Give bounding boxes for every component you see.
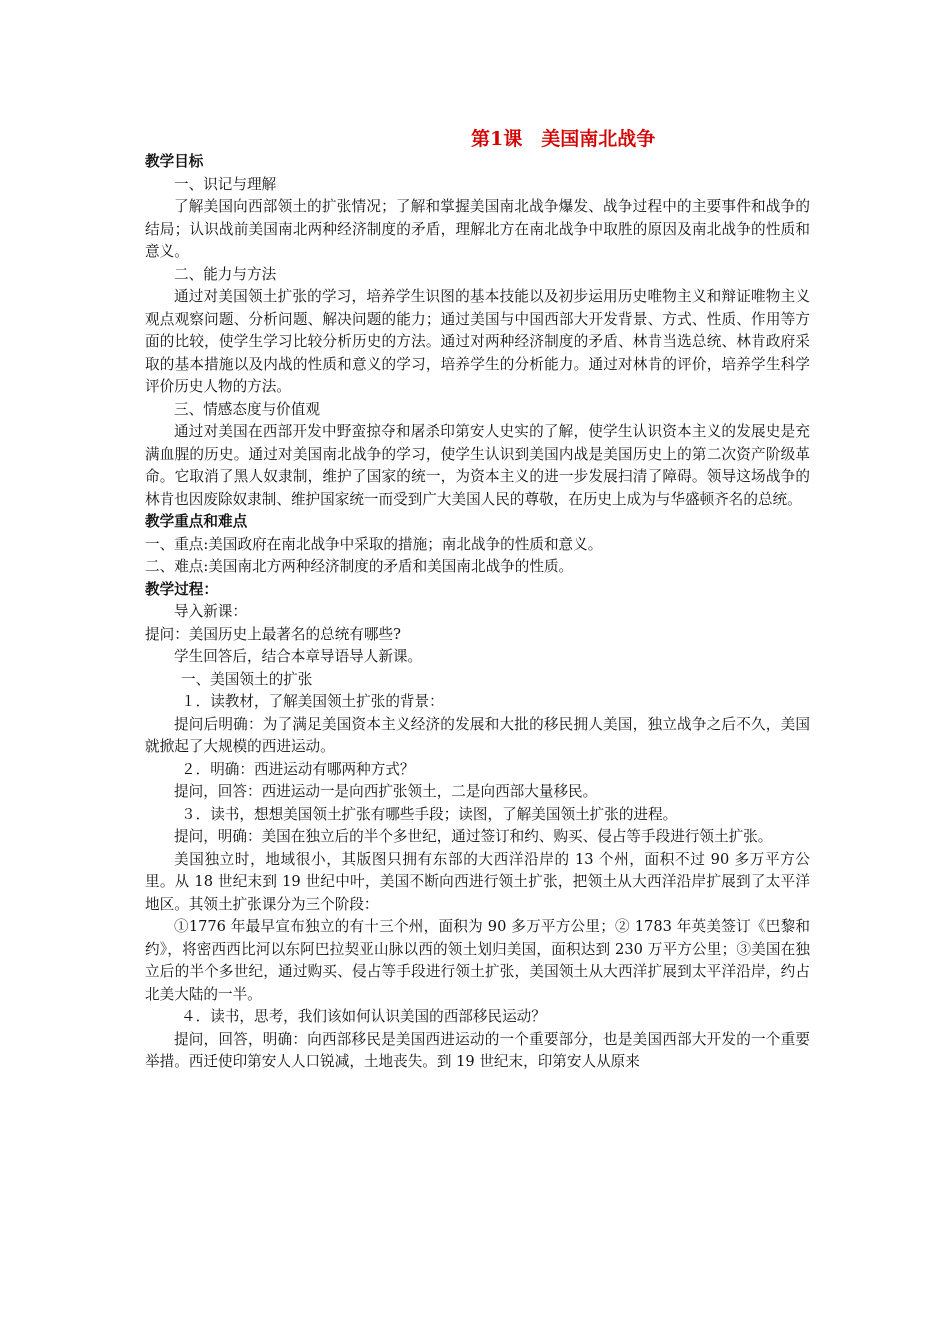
section-heading: 教学过程： [145,580,218,598]
paragraph: 一、重点:美国政府在南北战争中采取的措施；南北战争的性质和意义。 [145,535,603,553]
paragraph: １．读教材，了解美国领土扩张的背景： [181,693,444,710]
paragraph: ３．读书，想想美国领土扩张有哪些手段；读图，了解美国领土扩张的进程。 [181,805,678,823]
paragraph: ４．读书，思考，我们该如何认识美国的西部移民运动？ [181,1008,546,1025]
paragraph: 提问后明确：为了满足美国资本主义经济的发展和大批的移民拥人美国，独立战争之后不久，美国就掀起了大规模的西进运动。 [145,715,810,755]
paragraph: 三、情感态度与价值观 [174,400,320,418]
paragraph: 学生回答后，结合本章导语导人新课。 [174,648,423,665]
paragraph: 通过对美国领土扩张的学习，培养学生识图的基本技能以及初步运用历史唯物主义和辩证唯物主义观点观察问题、分析问题、解决问题的能力；通过美国与中国西部大开发背景、方式、性质、作用等方面的比较，使学生学习比较分析历史的方法。通过对两种经济制度的矛盾、林肯当选总统、林肯政府采取的基本措施以及内战的性质和意义的学习，培养学生的分析能力。通过对林肯的评价，培养学生科学评价历史人物的方法。 [145,288,810,395]
paragraph: ２．明确：西进运动有哪两种方式？ [181,760,415,778]
paragraph: 提问：美国历史上最著名的总统有哪些? [145,625,401,643]
section-heading: 教学目标 [145,153,204,170]
section-heading: 教学重点和难点 [145,513,248,530]
paragraph: ①1776 年最早宣布独立的有十三个州，面积为 90 多万平方公里；② 1783 年英美签订《巴黎和约》，将密西西比河以东阿巴拉契亚山脉以西的领土划归美国，面积达到 230 万平方公里；③美国在独立后的半个多世纪，通过购买、侵占等手段进行领土扩张，美国领土从大西洋扩展到太平洋沿岸，约占北美大陆的一半。 [145,918,810,1003]
paragraph: 美国独立时，地域很小，其版图只拥有东部的大西洋沿岸的 13 个州，面积不过 90 多万平方公里。从 18 世纪末到 19 世纪中叶，美国不断向西进行领土扩张，把领土从大西洋沿岸扩展到了太平洋地区。其领土扩张课分为三个阶段： [145,850,810,913]
paragraph: 一、美国领土的扩张 [181,670,313,688]
paragraph: 通过对美国在西部开发中野蛮掠夺和屠杀印第安人史实的了解，使学生认识资本主义的发展史是充满血腥的历史。通过对美国南北战争的学习，使学生认识到美国内战是美国历史上的第二次资产阶级革命。它取消了黑人奴隶制，维护了国家的统一，为资本主义的进一步发展扫清了障碍。领导这场战争的林肯也因废除奴隶制、维护国家统一而受到广大美国人民的尊敬，在历史上成为与华盛顿齐名的总统。 [145,423,810,508]
paragraph: 提问，回答：西进运动一是向西扩张领土，二是向西部大量移民。 [174,783,598,800]
paragraph: 二、难点:美国南北方两种经济制度的矛盾和美国南北战争的性质。 [145,558,574,575]
paragraph: 导入新课： [174,603,247,620]
paragraph: 提问，明确：美国在独立后的半个多世纪，通过签订和约、购买、侵占等手段进行领土扩张。 [174,828,773,845]
paragraph: 二、能力与方法 [174,265,277,283]
paragraph: 提问，回答，明确：向西部移民是美国西进运动的一个重要部分，也是美国西部大开发的一个重要举措。西迁使印第安人人口锐减，土地丧失。到 19 世纪末，印第安人从原来 [145,1030,810,1070]
paragraph: 了解美国向西部领土的扩张情况；了解和掌握美国南北战争爆发、战争过程中的主要事件和战争的结局；认识战前美国南北两种经济制度的矛盾，理解北方在南北战争中取胜的原因及南北战争的性质和意义。 [145,198,810,260]
document-body [145,151,810,1074]
paragraph: 一、识记与理解 [174,175,277,193]
page-title: 第1课 美国南北战争 [471,128,656,150]
